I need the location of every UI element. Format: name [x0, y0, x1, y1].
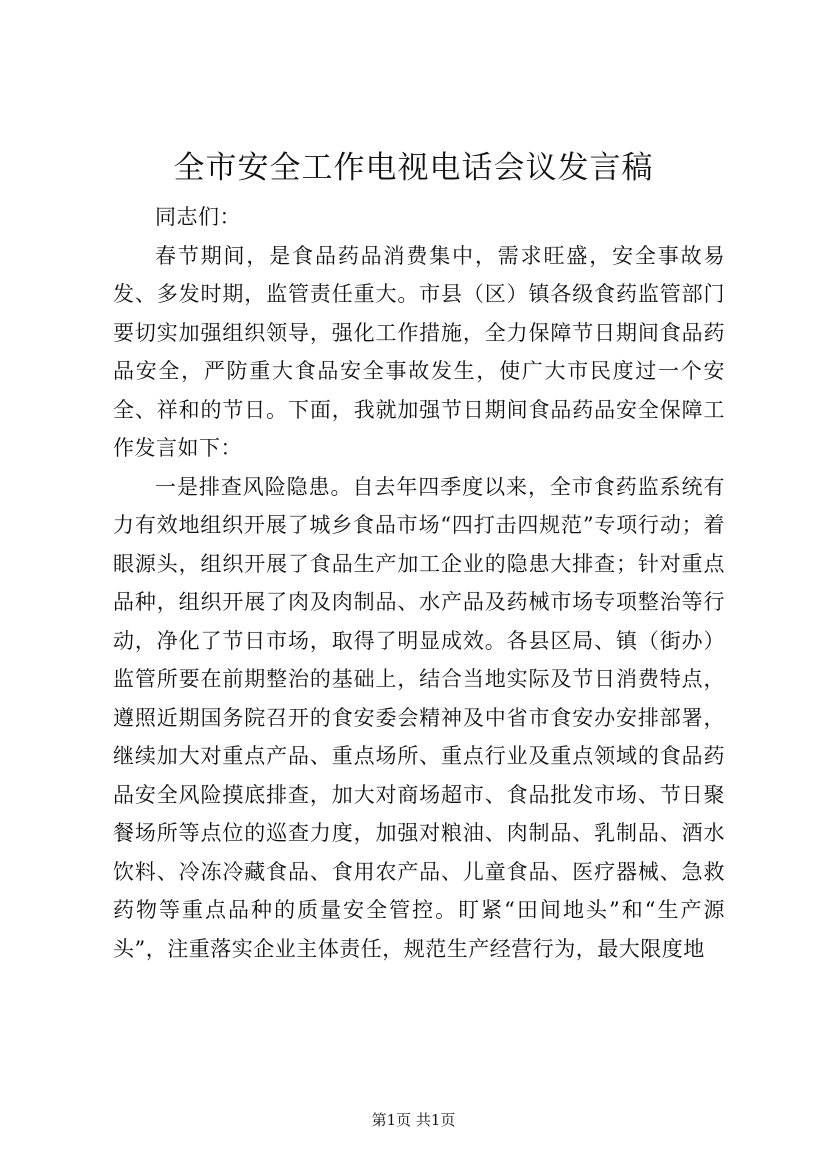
document-title: 全市安全工作电视电话会议发言稿 — [173, 150, 654, 186]
salutation: 同志们： — [155, 205, 241, 229]
page-footer: 第1页 共1页 — [371, 1111, 456, 1129]
document-body — [113, 198, 725, 968]
paragraph-risk-screening: 一是排查风险隐患。自去年四季度以来，全市食药监系统有力有效地组织开展了城乡食品市场“四打击四规范”专项行动；着眼源头，组织开展了食品生产加工企业的隐患大排查；针对重点品种，组织开展了肉及肉制品、水产品及药械市场专项整治等行动，净化了节日市场，取得了明显成效。各县区局、镇（街办）监管所要在前期整治的基础上，结合当地实际及节日消费特点，遵照近期国务院召开的食安委会精神及中省市食安办安排部署，继续加大对重点产品、重点场所、重点行业及重点领域的食品药品安全风险摸底排查，加大对商场超市、食品批发市场、节日聚餐场所等点位的巡查力度，加强对粮油、肉制品、乳制品、酒水饮料、冷冻冷藏食品、食用农产品、儿童食品、医疗器械、急救药物等重点品种的质量安全管控。盯紧“田间地头”和“生产源头”，注重落实企业主体责任，规范生产经营行为，最大限度地 — [113, 474, 725, 961]
paragraph-intro: 春节期间，是食品药品消费集中，需求旺盛，安全事故易发、多发时期，监管责任重大。市县（区）镇各级食药监管部门要切实加强组织领导，强化工作措施，全力保障节日期间食品药品安全，严防重大食品安全事故发生，使广大市民度过一个安全、祥和的节日。下面，我就加强节日期间食品药品安全保障工作发言如下： — [113, 243, 725, 460]
